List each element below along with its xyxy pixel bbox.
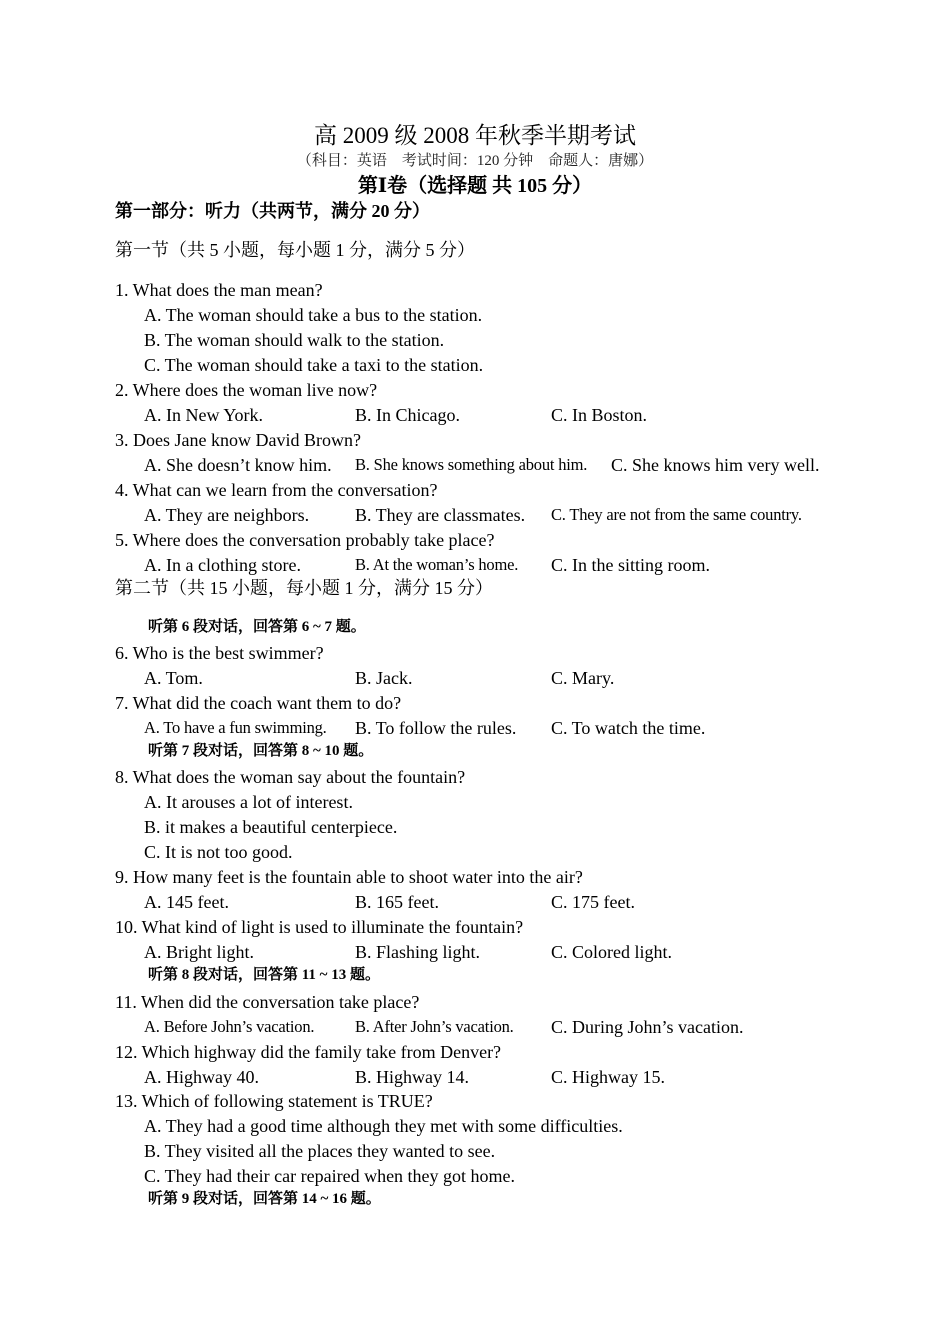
- option-a: A. To have a fun swimming.: [144, 718, 327, 737]
- option-c: C. Colored light.: [551, 942, 672, 962]
- part-heading: 第一部分：听力（共两节，满分 20 分）: [115, 201, 430, 221]
- section2-heading: 第二节（共 15 小题，每小题 1 分，满分 15 分）: [115, 578, 493, 598]
- option-b: B. After John’s vacation.: [355, 1017, 514, 1036]
- option-b: B. 165 feet.: [355, 892, 439, 912]
- option-b: B. In Chicago.: [355, 405, 460, 425]
- option-c: C. They had their car repaired when they got home.: [144, 1166, 516, 1186]
- option-a: A. They had a good time although they met with some difficulties.: [144, 1116, 623, 1136]
- option-c: C. They are not from the same country.: [551, 505, 802, 524]
- exam-title: 高 2009 级 2008 年秋季半期考试: [314, 123, 636, 148]
- option-a: A. In a clothing store.: [144, 555, 301, 575]
- option-a: A. The woman should take a bus to the station.: [144, 305, 483, 325]
- option-c: C. It is not too good.: [144, 842, 293, 862]
- option-c: C. During John’s vacation.: [551, 1017, 744, 1037]
- option-a: A. Bright light.: [144, 942, 255, 962]
- option-b: B. They visited all the places they wanted to see.: [144, 1141, 496, 1161]
- option-c: C. 175 feet.: [551, 892, 635, 912]
- question-stem: 6. Who is the best swimmer?: [115, 643, 324, 663]
- question-stem: 8. What does the woman say about the fountain?: [115, 767, 466, 787]
- option-c: C. Mary.: [551, 668, 615, 688]
- question-stem: 7. What did the coach want them to do?: [115, 693, 402, 713]
- option-c: C. She knows him very well.: [611, 455, 820, 475]
- option-b: B. To follow the rules.: [355, 718, 517, 738]
- option-c: C. In Boston.: [551, 405, 648, 425]
- dialogue-instruction: 听第 9 段对话，回答第 14 ~ 16 题。: [148, 1191, 381, 1207]
- option-c: C. To watch the time.: [551, 718, 706, 738]
- question-stem: 2. Where does the woman live now?: [115, 380, 378, 400]
- option-c: C. The woman should take a taxi to the station.: [144, 355, 484, 375]
- option-b: B. At the woman’s home.: [355, 555, 519, 574]
- option-b: B. She knows something about him.: [355, 455, 588, 474]
- question-stem: 10. What kind of light is used to illuminate the fountain?: [115, 917, 524, 937]
- option-a: A. It arouses a lot of interest.: [144, 792, 353, 812]
- question-stem: 12. Which highway did the family take from Denver?: [115, 1042, 502, 1062]
- option-a: A. Highway 40.: [144, 1067, 259, 1087]
- option-a: A. She doesn’t know him.: [144, 455, 332, 475]
- option-b: B. Jack.: [355, 668, 413, 688]
- option-a: A. They are neighbors.: [144, 505, 310, 525]
- dialogue-instruction: 听第 7 段对话，回答第 8 ~ 10 题。: [148, 743, 374, 759]
- dialogue-instruction: 听第 6 段对话，回答第 6 ~ 7 题。: [148, 619, 366, 635]
- exam-subtitle: （科目：英语 考试时间：120 分钟 命题人：唐娜）: [296, 153, 654, 169]
- question-stem: 1. What does the man mean?: [115, 280, 323, 300]
- option-b: B. Flashing light.: [355, 942, 481, 962]
- dialogue-instruction: 听第 8 段对话，回答第 11 ~ 13 题。: [148, 967, 380, 983]
- volume-heading: 第Ⅰ卷（选择题 共 105 分）: [357, 175, 593, 197]
- question-stem: 13. Which of following statement is TRUE?: [115, 1091, 433, 1111]
- option-b: B. The woman should walk to the station.: [144, 330, 445, 350]
- option-a: A. In New York.: [144, 405, 264, 425]
- option-a: A. Tom.: [144, 668, 203, 688]
- question-stem: 9. How many feet is the fountain able to shoot water into the air?: [115, 867, 583, 887]
- question-stem: 11. When did the conversation take place?: [115, 992, 420, 1012]
- question-stem: 3. Does Jane know David Brown?: [115, 430, 361, 450]
- option-b: B. They are classmates.: [355, 505, 526, 525]
- option-c: C. In the sitting room.: [551, 555, 710, 575]
- option-c: C. Highway 15.: [551, 1067, 665, 1087]
- option-a: A. Before John’s vacation.: [144, 1017, 315, 1036]
- section1-heading: 第一节（共 5 小题，每小题 1 分，满分 5 分）: [115, 240, 475, 260]
- question-stem: 5. Where does the conversation probably take place?: [115, 530, 495, 550]
- option-b: B. Highway 14.: [355, 1067, 469, 1087]
- option-b: B. it makes a beautiful centerpiece.: [144, 817, 398, 837]
- question-stem: 4. What can we learn from the conversation?: [115, 480, 438, 500]
- option-a: A. 145 feet.: [144, 892, 229, 912]
